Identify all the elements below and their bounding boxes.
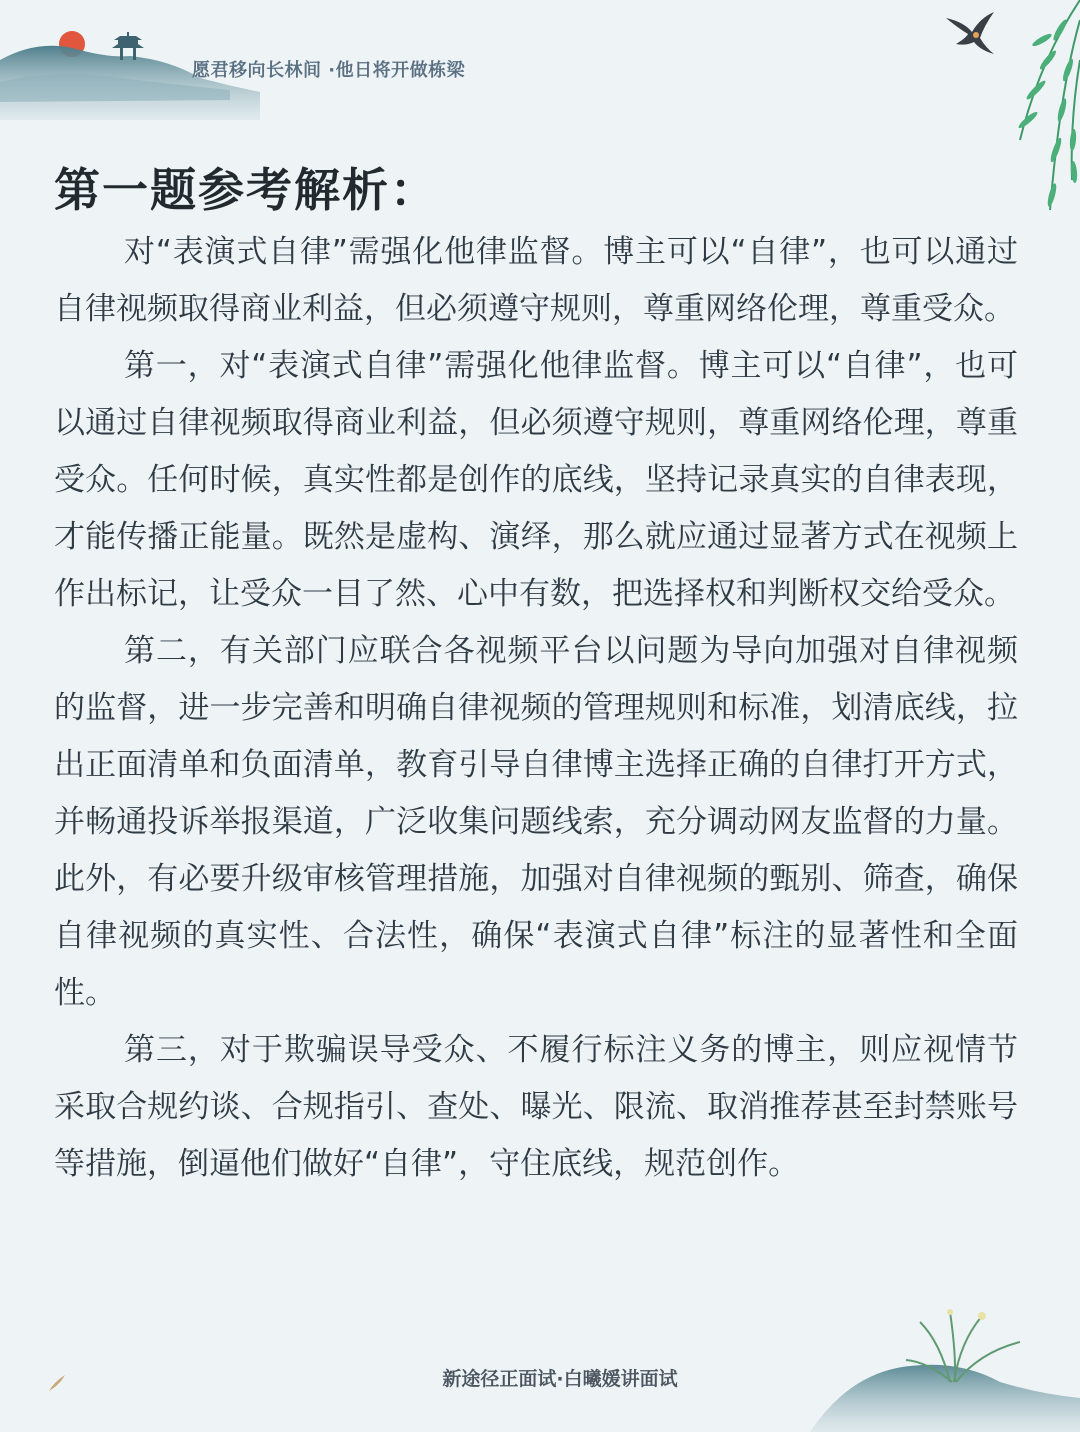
header-motto: 愿君移向长林间 ·他日将开做栋梁 (192, 60, 466, 81)
paragraph-intro: 对“表演式自律”需强化他律监督。博主可以“自律”，也可以通过自律视频取得商业利益，但必须遵守规则，尊重网络伦理，尊重受众。 (54, 234, 1018, 327)
article-body (54, 224, 1018, 1193)
paragraph-second-point: 第二，有关部门应联合各视频平台以问题为导向加强对自律视频的监督，进一步完善和明确自律视频的管理规则和标准，划清底线，拉出正面清单和负面清单，教育引导自律博主选择正确的自律打开方式，并畅通投诉举报渠道，广泛收集问题线索，充分调动网友监督的力量。此外，有必要升级审核管理措施，加强对自律视频的甄别、筛查，确保自律视频的真实性、合法性，确保“表演式自律”标注的显著性和全面性。 (54, 633, 1018, 1011)
paragraph-first-point: 第一，对“表演式自律”需强化他律监督。博主可以“自律”，也可以通过自律视频取得商业利益，但必须遵守规则，尊重网络伦理，尊重受众。任何时候，真实性都是创作的底线，坚持记录真实的自律表现，才能传播正能量。既然是虚构、演绎，那么就应通过显著方式在视频上作出标记，让受众一目了然、心中有数，把选择权和判断权交给受众。 (54, 348, 1018, 612)
orchid-hill-icon (810, 1302, 1080, 1432)
swallow-icon (940, 8, 1000, 58)
page-title: 第一题参考解析： (54, 163, 438, 217)
paragraph-third-point: 第三，对于欺骗误导受众、不履行标注义务的博主，则应视情节采取合规约谈、合规指引、查处、曝光、限流、取消推荐甚至封禁账号等措施，倒逼他们做好“自律”，守住底线，规范创作。 (54, 1032, 1018, 1182)
footer-caption: 新途径正面试·白曦媛讲面试 (442, 1368, 678, 1390)
